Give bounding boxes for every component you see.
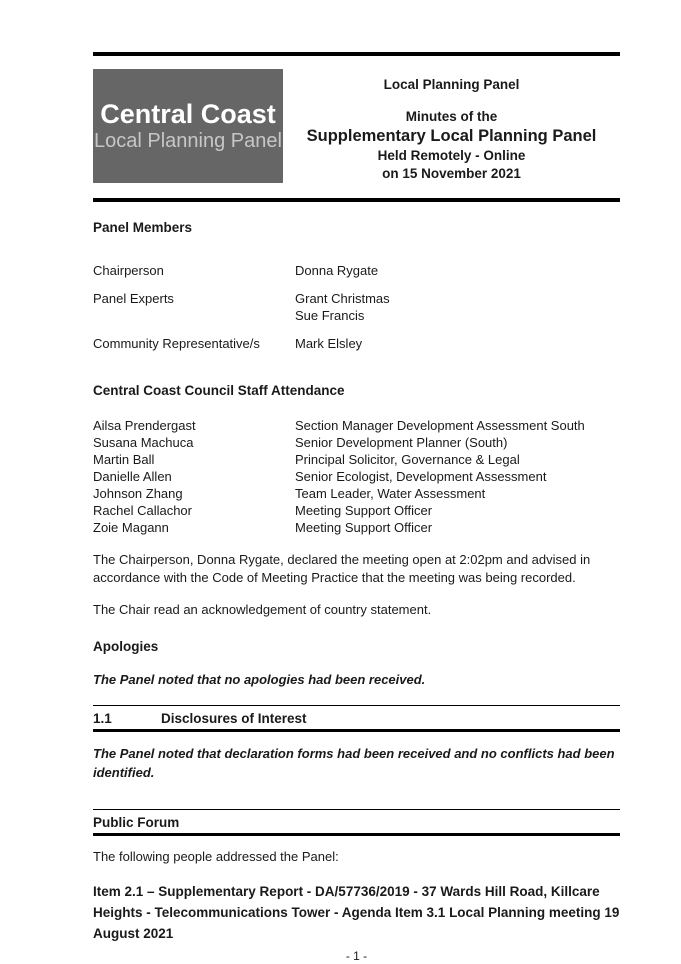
public-forum-intro: The following people addressed the Panel: bbox=[93, 849, 339, 864]
central-coast-logo bbox=[93, 69, 283, 183]
panel-member-role-label: Community Representative/s bbox=[93, 336, 260, 351]
panel-member-role-label: Panel Experts bbox=[93, 291, 174, 306]
staff-row bbox=[93, 468, 620, 485]
header-panel-title: Supplementary Local Planning Panel bbox=[306, 127, 597, 145]
panel-member-row bbox=[93, 335, 620, 352]
logo-title: Central Coast bbox=[100, 99, 276, 129]
staff-role: Principal Solicitor, Governance & Legal bbox=[295, 452, 520, 467]
panel-member-name: Grant Christmas bbox=[295, 291, 390, 306]
staff-attendance-list bbox=[93, 417, 620, 536]
staff-name: Susana Machuca bbox=[93, 435, 194, 450]
staff-role: Team Leader, Water Assessment bbox=[295, 486, 486, 501]
panel-member-name: Mark Elsley bbox=[295, 336, 363, 351]
logo-subtitle: Local Planning Panel bbox=[94, 130, 282, 152]
panel-members-heading: Panel Members bbox=[93, 220, 193, 235]
header-minutes-of: Minutes of the bbox=[405, 109, 498, 124]
disclosures-of-interest-heading bbox=[93, 705, 620, 732]
header-title-block bbox=[283, 69, 620, 183]
page-number: - 1 - bbox=[345, 949, 368, 963]
disclosures-section-number: 1.1 bbox=[93, 711, 112, 726]
panel-member-row bbox=[93, 290, 620, 324]
panel-member-name: Donna Rygate bbox=[295, 263, 379, 278]
staff-row bbox=[93, 434, 620, 451]
staff-name: Danielle Allen bbox=[93, 469, 172, 484]
panel-member-name: Sue Francis bbox=[295, 308, 365, 323]
panel-member-role-label: Chairperson bbox=[93, 263, 164, 278]
public-forum-title: Public Forum bbox=[93, 815, 180, 830]
staff-role: Senior Ecologist, Development Assessment bbox=[295, 469, 547, 484]
staff-role: Meeting Support Officer bbox=[295, 503, 433, 518]
staff-role: Section Manager Development Assessment South bbox=[295, 418, 585, 433]
staff-row bbox=[93, 417, 620, 434]
header-date-line: on 15 November 2021 bbox=[382, 166, 521, 181]
staff-row bbox=[93, 451, 620, 468]
staff-row bbox=[93, 502, 620, 519]
staff-name: Martin Ball bbox=[93, 452, 155, 467]
disclosures-section-title: Disclosures of Interest bbox=[161, 711, 307, 726]
staff-name: Johnson Zhang bbox=[93, 486, 183, 501]
agenda-item-heading: Item 2.1 – Supplementary Report - DA/57736/2019 - 37 Wards Hill Road, Killcare Heights - Telecommunications Tower - Agenda Item 3.1 Local Planning meeting 19 August 2021 bbox=[93, 884, 620, 941]
panel-members-list bbox=[93, 262, 620, 352]
staff-role: Senior Development Planner (South) bbox=[295, 435, 508, 450]
public-forum-heading bbox=[93, 809, 620, 836]
header-held-line: Held Remotely - Online bbox=[377, 148, 526, 163]
apologies-heading: Apologies bbox=[93, 639, 159, 654]
staff-role: Meeting Support Officer bbox=[295, 520, 433, 535]
panel-member-row bbox=[93, 262, 620, 279]
header-divider bbox=[93, 198, 620, 202]
staff-name: Zoie Magann bbox=[93, 520, 169, 535]
top-rule bbox=[93, 52, 620, 56]
staff-attendance-heading: Central Coast Council Staff Attendance bbox=[93, 383, 345, 398]
panel-member-names bbox=[295, 290, 620, 324]
meeting-open-paragraph: The Chairperson, Donna Rygate, declared the meeting open at 2:02pm and advised in accordance with the Code of Meeting Practice that the meeting was being recorded. bbox=[93, 552, 591, 585]
staff-name: Ailsa Prendergast bbox=[93, 418, 196, 433]
disclosures-note: The Panel noted that declaration forms had been received and no conflicts had been identified. bbox=[93, 746, 615, 780]
apologies-note: The Panel noted that no apologies had been received. bbox=[93, 672, 426, 687]
staff-row bbox=[93, 485, 620, 502]
staff-name: Rachel Callachor bbox=[93, 503, 192, 518]
staff-row bbox=[93, 519, 620, 536]
document-header bbox=[93, 69, 620, 183]
acknowledgement-paragraph: The Chair read an acknowledgement of country statement. bbox=[93, 602, 432, 617]
header-org-name: Local Planning Panel bbox=[383, 77, 520, 92]
